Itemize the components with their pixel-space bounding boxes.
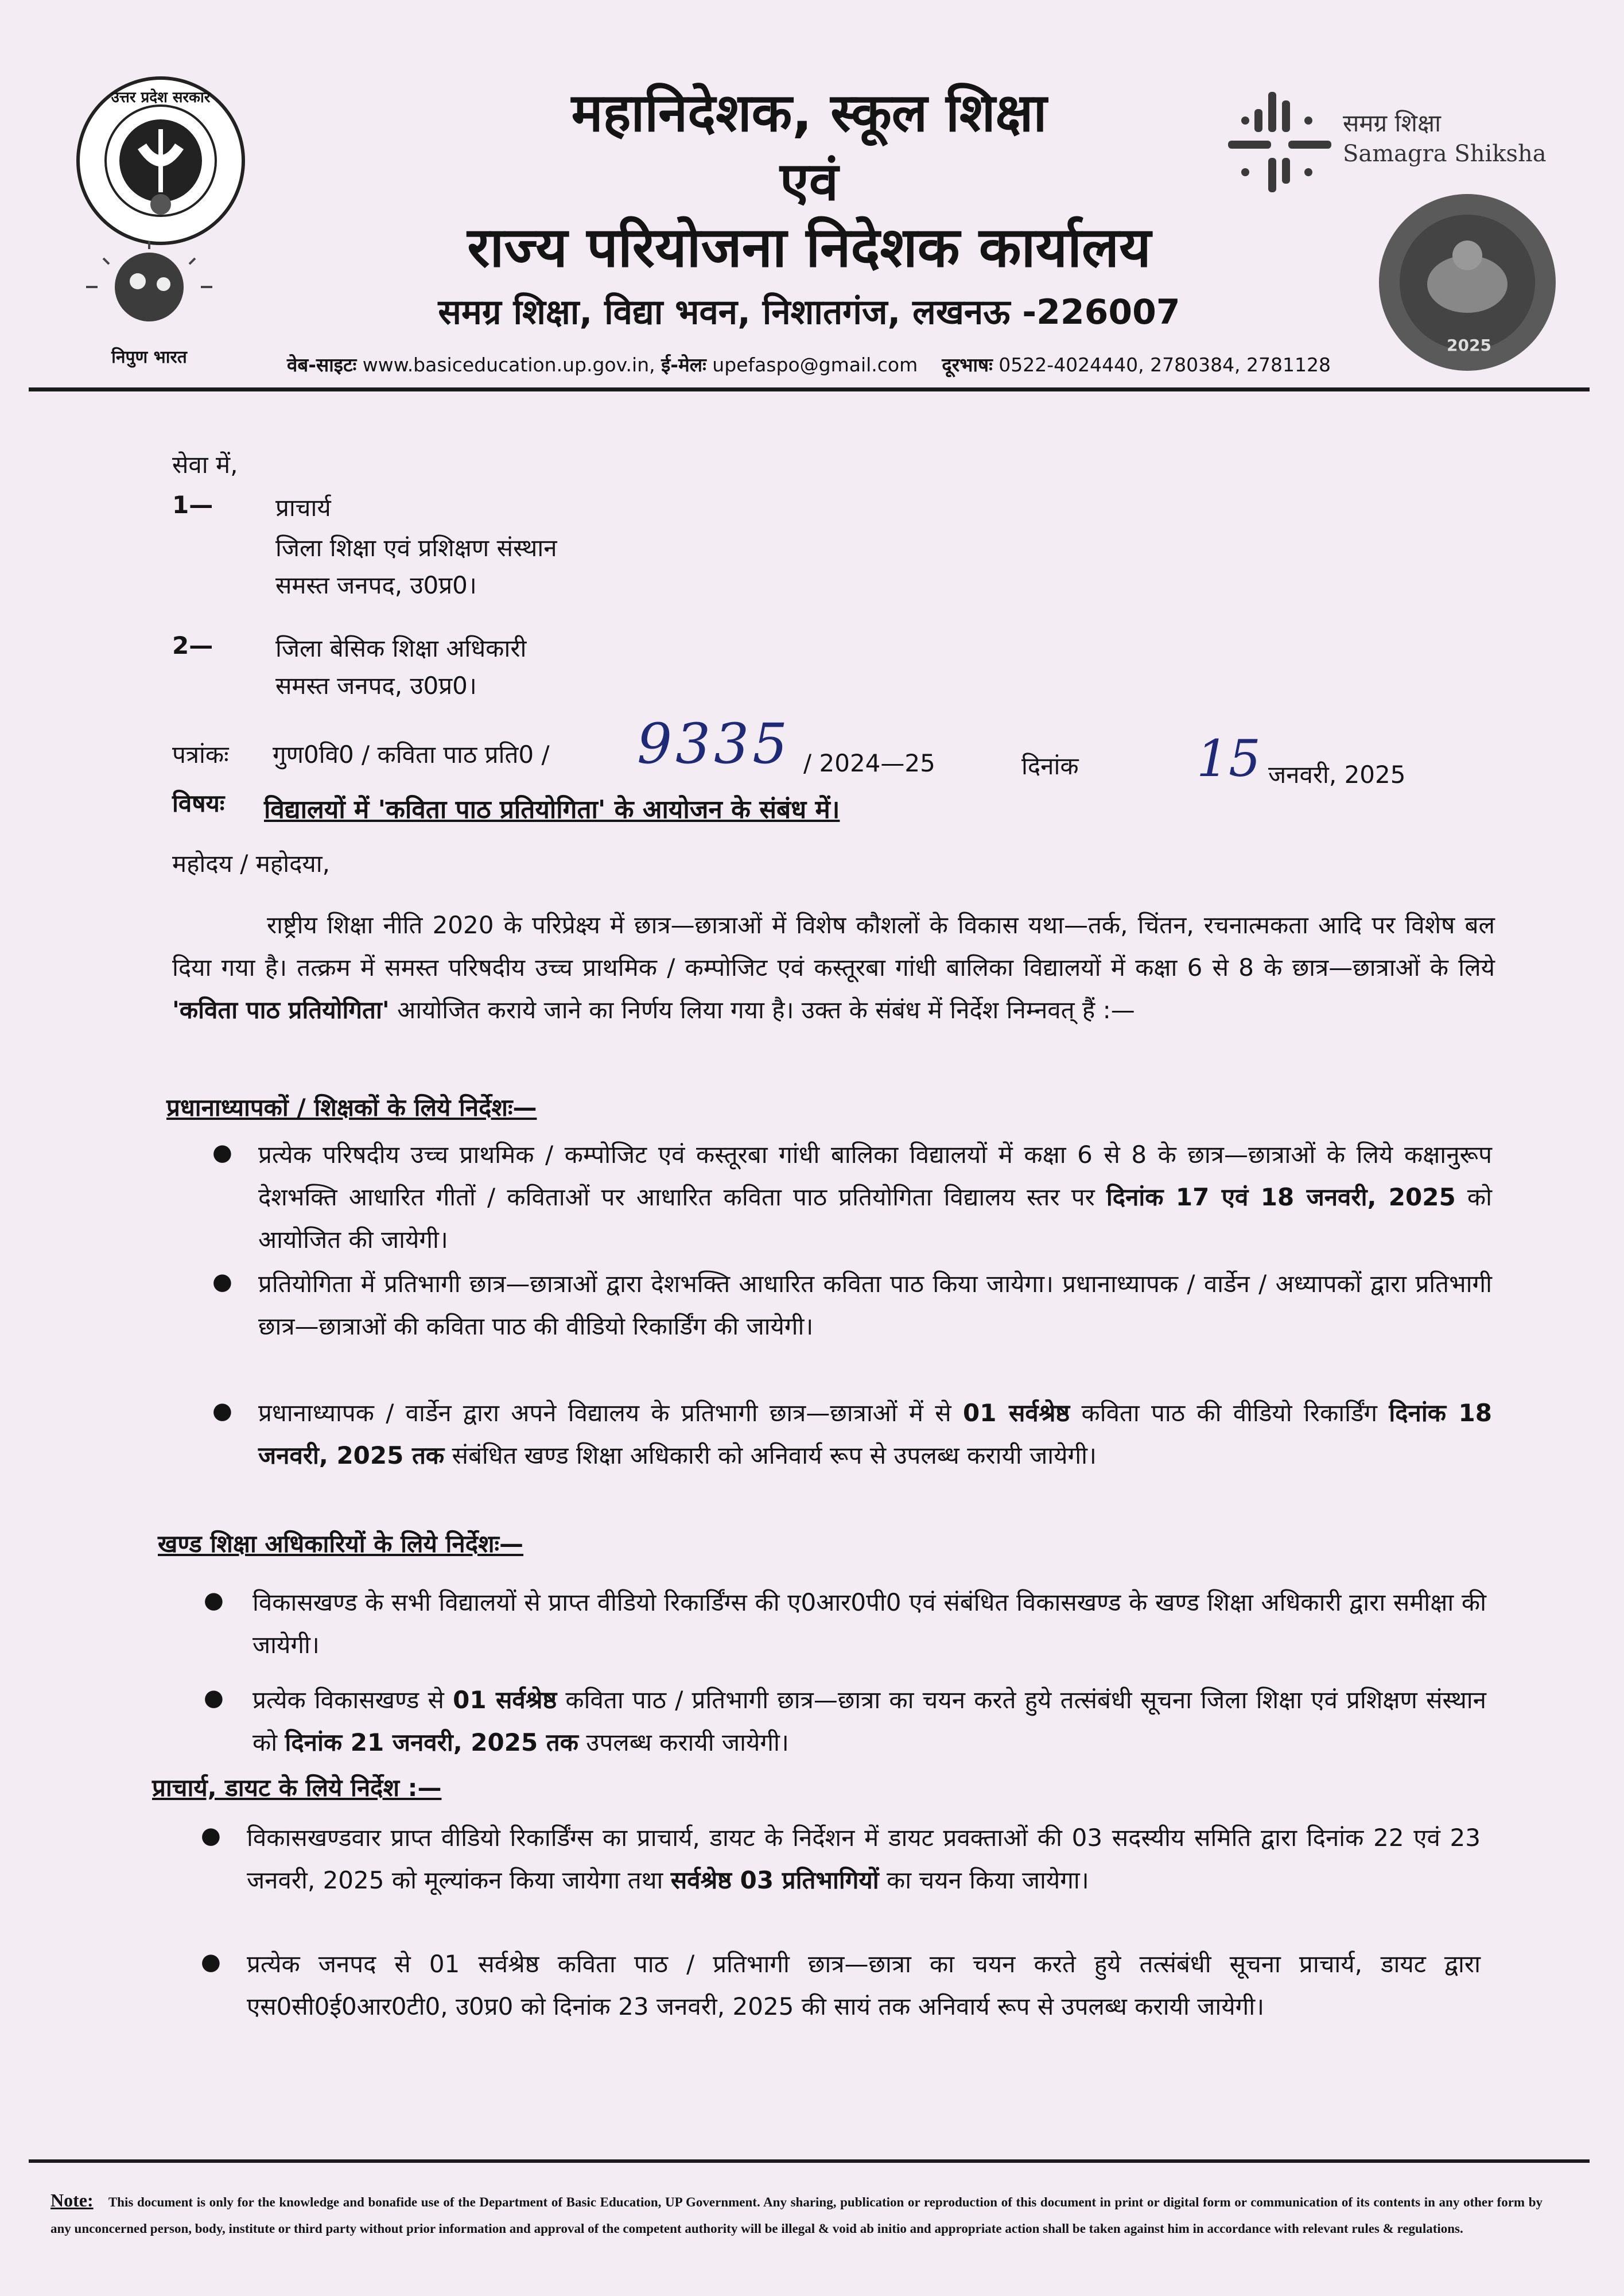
bullet-dot: ● xyxy=(212,1269,232,1295)
recipient-1-line3: समस्त जनपद, उ0प्र0। xyxy=(275,571,477,599)
s1-b3-text-a: प्रधानाध्यापक / वार्डेन द्वारा अपने विद्यालय के प्रतिभागी छात्र—छात्राओं में से xyxy=(258,1399,951,1427)
bullet-dot: ● xyxy=(201,1949,221,1975)
s1-b3-bold2: दिनांक 18 जनवरी, 2025 तक xyxy=(258,1399,1492,1469)
greeting: महोदय / महोदया, xyxy=(172,850,330,878)
s3-b1-bold: सर्वश्रेष्ठ 03 प्रतिभागियों xyxy=(670,1866,879,1894)
ref-label: पत्रांकः xyxy=(172,740,229,769)
footer-note-text: This document is only for the knowledge and bonafide use of the Department of Basic Education, UP Government. Any sharing, publication or reproduction of this document in print or digital form or communication of its contents in any other form by any unconcerned person, body, institute or third party without prior information and approval of the competent authority will be illegal & void ab initio and appropriate action shall be taken against him in accordance with relevant rules & regulations. xyxy=(50,2195,1543,2236)
letterhead-contact xyxy=(287,351,1435,377)
footer-note-label: Note: xyxy=(50,2190,94,2210)
phone: 0522-4024440, 2780384, 2781128 xyxy=(999,354,1331,376)
recipient-1-number: 1— xyxy=(172,491,213,519)
s1-b3-bold1: 01 सर्वश्रेष्ठ xyxy=(962,1399,1070,1427)
footer-note xyxy=(50,2187,1543,2242)
s1-b1-text-a: प्रत्येक परिषदीय उच्च प्राथमिक / कम्पोजिट एवं कस्तूरबा गांधी बालिका विद्यालयों में कक्षा 6 से 8 के छात्र—छात्राओं के लिये कक्षानुरूप देशभक्ति आधारित गीतों / कविताओं पर आधारित कविता पाठ प्रतियोगिता विद्यालय स्तर पर xyxy=(258,1141,1492,1211)
letterhead-title-line3: राज्य परियोजना निदेशक कार्यालय xyxy=(467,215,1151,280)
ref-date-rest: जनवरी, 2025 xyxy=(1268,761,1406,789)
s2-b2-text-b: कविता पाठ / प्रतिभागी छात्र—छात्रा का चयन करते हुये तत्संबंधी सूचना जिला शिक्षा एवं प्रशिक्षण संस्थान को xyxy=(252,1686,1486,1756)
letterhead-title-line2: एवं xyxy=(779,151,839,212)
samagra-english-label: Samagra Shiksha xyxy=(1343,141,1547,167)
s2-b2-bold1: 01 सर्वश्रेष्ठ xyxy=(453,1686,557,1714)
s1-b1-text-b: को आयोजित की जायेगी। xyxy=(258,1183,1492,1254)
s2-b2-text-c: उपलब्ध करायी जायेगी। xyxy=(586,1728,789,1756)
nipun-bharat-caption: निपुण भारत xyxy=(111,347,187,367)
website: www.basiceducation.up.gov.in, xyxy=(362,354,655,376)
letterhead-title-line1: महानिदेशक, स्कूल शिक्षा xyxy=(571,82,1047,144)
subject-label: विषयः xyxy=(172,789,225,817)
samagra-hindi-label: समग्र शिक्षा xyxy=(1343,109,1441,137)
s2-bullet-1: विकासखण्ड के सभी विद्यालयों से प्राप्त वीडियो रिकार्डिंग्स की ए0आर0पी0 एवं संबंधित विकासखण्ड के खण्ड शिक्षा अधिकारी द्वारा समीक्षा की जायेगी। xyxy=(252,1588,1486,1659)
event-seal-year: 2025 xyxy=(1447,336,1491,355)
recipient-2-line1: जिला बेसिक शिक्षा अधिकारी xyxy=(275,634,527,662)
intro-part1: राष्ट्रीय शिक्षा नीति 2020 के परिप्रेक्ष्य में छात्र—छात्राओं में विशेष कौशलों के विकास यथा—तर्क, चिंतन, रचनात्मकता आदि पर विशेष बल दिया गया है। तत्क्रम में समस्त परिषदीय उच्च प्राथमिक / कम्पोजिट एवं कस्तूरबा गांधी बालिका विद्यालयों में कक्षा 6 से 8 के छात्र—छात्राओं के लिये xyxy=(172,911,1495,982)
s1-b1-bold: दिनांक 17 एवं 18 जनवरी, 2025 xyxy=(1106,1183,1456,1211)
samagra-shiksha-icon xyxy=(1222,86,1337,201)
nipun-bharat-logo xyxy=(75,241,224,344)
ref-handwritten-number: 9335 xyxy=(637,712,791,776)
email: upefaspo@gmail.com xyxy=(712,354,918,376)
bullet-dot: ● xyxy=(212,1398,232,1424)
ref-date-label: दिनांक xyxy=(1021,752,1079,780)
s1-bullet-3 xyxy=(258,1392,1492,1477)
s3-bullet-2: प्रत्येक जनपद से 01 सर्वश्रेष्ठ कविता पाठ / प्रतिभागी छात्र—छात्रा का चयन करते हुये तत्संबंधी सूचना प्राचार्य, डायट द्वारा एस0सी0ई0आर0टी0, उ0प्र0 को दिनांक 23 जनवरी, 2025 की सायं तक अनिवार्य रूप से उपलब्ध करायी जायेगी। xyxy=(247,1950,1481,2020)
section-heading-headmasters: प्रधानाध्यापकों / शिक्षकों के लिये निर्देशः— xyxy=(166,1093,537,1122)
bullet-dot: ● xyxy=(201,1822,221,1849)
recipient-2-line2: समस्त जनपद, उ0प्र0। xyxy=(275,672,477,700)
seal-arc-text: उत्तर प्रदेश सरकार xyxy=(111,89,211,106)
footer-divider xyxy=(29,2159,1590,2163)
recipient-2-number: 2— xyxy=(172,631,213,660)
email-label: ई-मेलः xyxy=(661,354,706,376)
ref-prefix: गुण0वि0 / कविता पाठ प्रति0 / xyxy=(273,740,550,769)
intro-paragraph xyxy=(172,904,1495,1031)
intro-bold: 'कविता पाठ प्रतियोगिता' xyxy=(172,996,390,1024)
s3-b1-text-a: विकासखण्डवार प्राप्त वीडियो रिकार्डिंग्स का प्राचार्य, डायट के निर्देशन में डायट प्रवक्ताओं की 03 सदस्यीय समिति द्वारा दिनांक 22 एवं 23 जनवरी, 2025 को मूल्यांकन किया जायेगा तथा xyxy=(247,1824,1481,1894)
section-heading-block-officers: खण्ड शिक्षा अधिकारियों के लिये निर्देशः— xyxy=(158,1530,524,1558)
phone-label: दूरभाषः xyxy=(942,354,993,376)
s3-bullet-1 xyxy=(247,1817,1481,1902)
s1-bullet-1 xyxy=(258,1134,1492,1261)
subject-text: विद्यालयों में 'कविता पाठ प्रतियोगिता' के आयोजन के संबंध में। xyxy=(264,795,840,824)
bullet-dot: ● xyxy=(204,1685,224,1711)
s2-bullet-2 xyxy=(252,1679,1486,1764)
section-heading-diet-principal: प्राचार्य, डायट के लिये निर्देश :— xyxy=(152,1774,442,1802)
recipient-1-line1: प्राचार्य xyxy=(275,494,331,522)
ref-handwritten-day: 15 xyxy=(1196,729,1261,788)
ref-suffix: / 2024—25 xyxy=(803,749,935,777)
website-label: वेब-साइटः xyxy=(287,354,357,376)
s3-b1-text-b: का चयन किया जायेगा। xyxy=(886,1866,1089,1894)
bullet-dot: ● xyxy=(204,1587,224,1614)
header-divider xyxy=(29,387,1590,391)
intro-part2: आयोजित कराये जाने का निर्णय लिया गया है। उक्त के संबंध में निर्देश निम्नवत् हैं :— xyxy=(397,996,1135,1024)
s1-b3-text-c: संबंधित खण्ड शिक्षा अधिकारी को अनिवार्य रूप से उपलब्ध करायी जायेगी। xyxy=(452,1441,1097,1469)
s1-bullet-2: प्रतियोगिता में प्रतिभागी छात्र—छात्राओं द्वारा देशभक्ति आधारित कविता पाठ किया जायेगा। प्रधानाध्यापक / वार्डेन / अध्यापकों द्वारा प्रतिभागी छात्र—छात्राओं की कविता पाठ की वीडियो रिकार्डिंग की जायेगी। xyxy=(258,1270,1492,1340)
recipient-1-line2: जिला शिक्षा एवं प्रशिक्षण संस्थान xyxy=(275,534,557,562)
s2-b2-text-a: प्रत्येक विकासखण्ड से xyxy=(252,1686,444,1714)
s2-b2-bold2: दिनांक 21 जनवरी, 2025 तक xyxy=(285,1728,578,1756)
salutation-to: सेवा में, xyxy=(172,451,238,479)
bullet-dot: ● xyxy=(212,1139,232,1166)
s1-b3-text-b: कविता पाठ की वीडियो रिकार्डिंग xyxy=(1081,1399,1378,1427)
letterhead-address: समग्र शिक्षा, विद्या भवन, निशातगंज, लखनऊ -226007 xyxy=(438,292,1180,332)
